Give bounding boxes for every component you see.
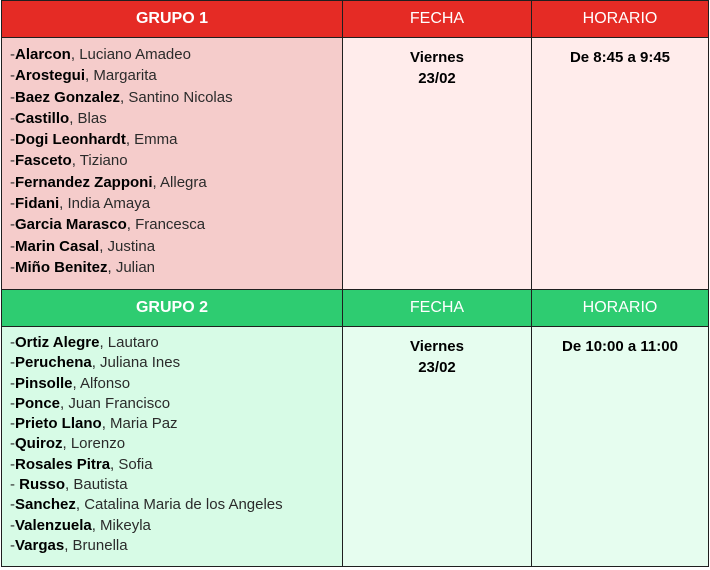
student-prefix: - [10,516,15,534]
student-prefix: - [10,455,15,473]
group2-student-list [10,333,342,556]
student-surname: Valenzuela [15,516,92,534]
student-given-name: , Mikeyla [91,516,151,534]
student-list-item [10,353,342,373]
student-list-item [10,172,342,193]
student-prefix: - [10,88,15,106]
student-surname: Vargas [15,536,65,554]
group2-date-number: 23/02 [418,359,456,376]
student-prefix: - [10,415,15,433]
student-given-name: , Margarita [85,67,157,85]
group1-time: De 8:45 a 9:45 [569,49,671,66]
student-surname: Dogi Leonhardt [15,131,126,149]
student-given-name: , Blas [69,109,107,127]
student-list-item [10,495,342,515]
student-prefix: - [10,237,15,255]
student-given-name: , Juliana Ines [91,354,181,372]
group1-date-cell[interactable] [343,38,532,290]
group2-time: De 10:00 a 11:00 [562,338,678,355]
group2-header-row [2,290,709,327]
student-prefix: - [10,67,15,85]
student-given-name: , Francesca [126,216,206,234]
student-list-item [10,108,342,129]
student-prefix: - [10,216,15,234]
student-prefix: - [10,173,15,191]
student-list-item [10,257,342,278]
student-surname: Pinsolle [15,374,73,392]
student-list-item [10,150,342,171]
group2-names-cell[interactable] [2,327,343,567]
student-surname: Garcia Marasco [15,216,127,234]
student-prefix: - [10,435,15,453]
student-given-name: , Catalina Maria de los Angeles [75,496,283,514]
student-surname: Alarcon [15,46,71,63]
student-list-item [10,374,342,394]
student-given-name: , Tiziano [71,152,128,170]
group1-fecha-header-cell[interactable] [343,1,532,38]
student-surname: Sanchez [15,496,76,514]
student-surname: Prieto Llano [15,415,102,433]
student-prefix: - [10,258,15,276]
student-given-name: , Lorenzo [62,435,126,453]
student-list-item [10,516,342,536]
student-given-name: , Emma [125,131,178,149]
student-surname: Miño Benitez [15,258,108,276]
group2-body-row [2,327,709,567]
student-given-name: , Sofia [110,455,153,473]
group1-time-cell[interactable] [532,38,709,290]
student-given-name: , Alfonso [72,374,131,392]
group1-names-cell[interactable] [2,38,343,290]
student-list-item [10,394,342,414]
group1-horario-header: HORARIO [582,10,658,27]
student-prefix: - [10,334,15,351]
group2-date-cell[interactable] [343,327,532,567]
student-surname: Marin Casal [15,237,100,255]
student-surname: Ortiz Alegre [15,334,100,351]
student-prefix: - [10,152,15,170]
student-list-item [10,434,342,454]
group2-fecha-header: FECHA [409,299,465,316]
student-list-item [10,44,342,65]
student-list-item [10,536,342,556]
student-prefix: - [10,354,15,372]
student-given-name: , Luciano Amadeo [70,46,191,63]
student-surname: Rosales Pitra [15,455,111,473]
student-given-name: , India Amaya [59,195,151,213]
student-surname: Russo [19,476,66,494]
student-given-name: , Maria Paz [101,415,178,433]
student-prefix: - [10,374,15,392]
group1-title: GRUPO 1 [135,10,208,27]
student-given-name: , Santino Nicolas [120,88,233,106]
student-given-name: , Brunella [64,536,128,554]
student-given-name: , Lautaro [99,334,159,351]
student-given-name: , Allegra [152,173,207,191]
student-prefix: - [10,394,15,412]
group2-horario-header: HORARIO [582,299,658,316]
student-surname: Quiroz [15,435,63,453]
student-prefix: - [10,195,15,213]
student-list-item [10,214,342,235]
group2-time-cell[interactable] [532,327,709,567]
group1-student-list [10,44,342,278]
student-surname: Fidani [15,195,60,213]
student-list-item [10,414,342,434]
student-list-item [10,455,342,475]
group1-horario-header-cell[interactable] [532,1,709,38]
student-surname: Baez Gonzalez [15,88,121,106]
student-prefix: - [10,476,20,494]
group1-title-cell[interactable] [2,1,343,38]
student-prefix: - [10,131,15,149]
student-given-name: , Bautista [65,476,128,494]
student-list-item [10,129,342,150]
student-list-item [10,87,342,108]
group1-header-row [2,1,709,38]
student-prefix: - [10,536,15,554]
student-prefix: - [10,46,15,63]
student-given-name: , Juan Francisco [60,394,171,412]
student-given-name: , Justina [99,237,156,255]
group2-horario-header-cell[interactable] [532,290,709,327]
student-list-item [10,65,342,86]
group1-fecha-header: FECHA [409,10,465,27]
group1-date-number: 23/02 [418,70,456,87]
group1-body-row [2,38,709,290]
group2-title-cell[interactable] [2,290,343,327]
student-given-name: , Julian [107,258,156,276]
student-surname: Castillo [15,109,70,127]
student-surname: Fernandez Zapponi [15,173,153,191]
student-list-item [10,475,342,495]
schedule-table [1,0,709,567]
group1-date-day: Viernes [410,49,464,66]
group2-date-day: Viernes [410,338,464,355]
student-list-item [10,333,342,353]
student-list-item [10,236,342,257]
group2-title: GRUPO 2 [135,299,208,316]
student-list-item [10,193,342,214]
student-prefix: - [10,496,15,514]
student-surname: Fasceto [15,152,72,170]
student-surname: Ponce [15,394,61,412]
student-prefix: - [10,109,15,127]
student-surname: Peruchena [15,354,92,372]
student-surname: Arostegui [15,67,86,85]
group2-fecha-header-cell[interactable] [343,290,532,327]
